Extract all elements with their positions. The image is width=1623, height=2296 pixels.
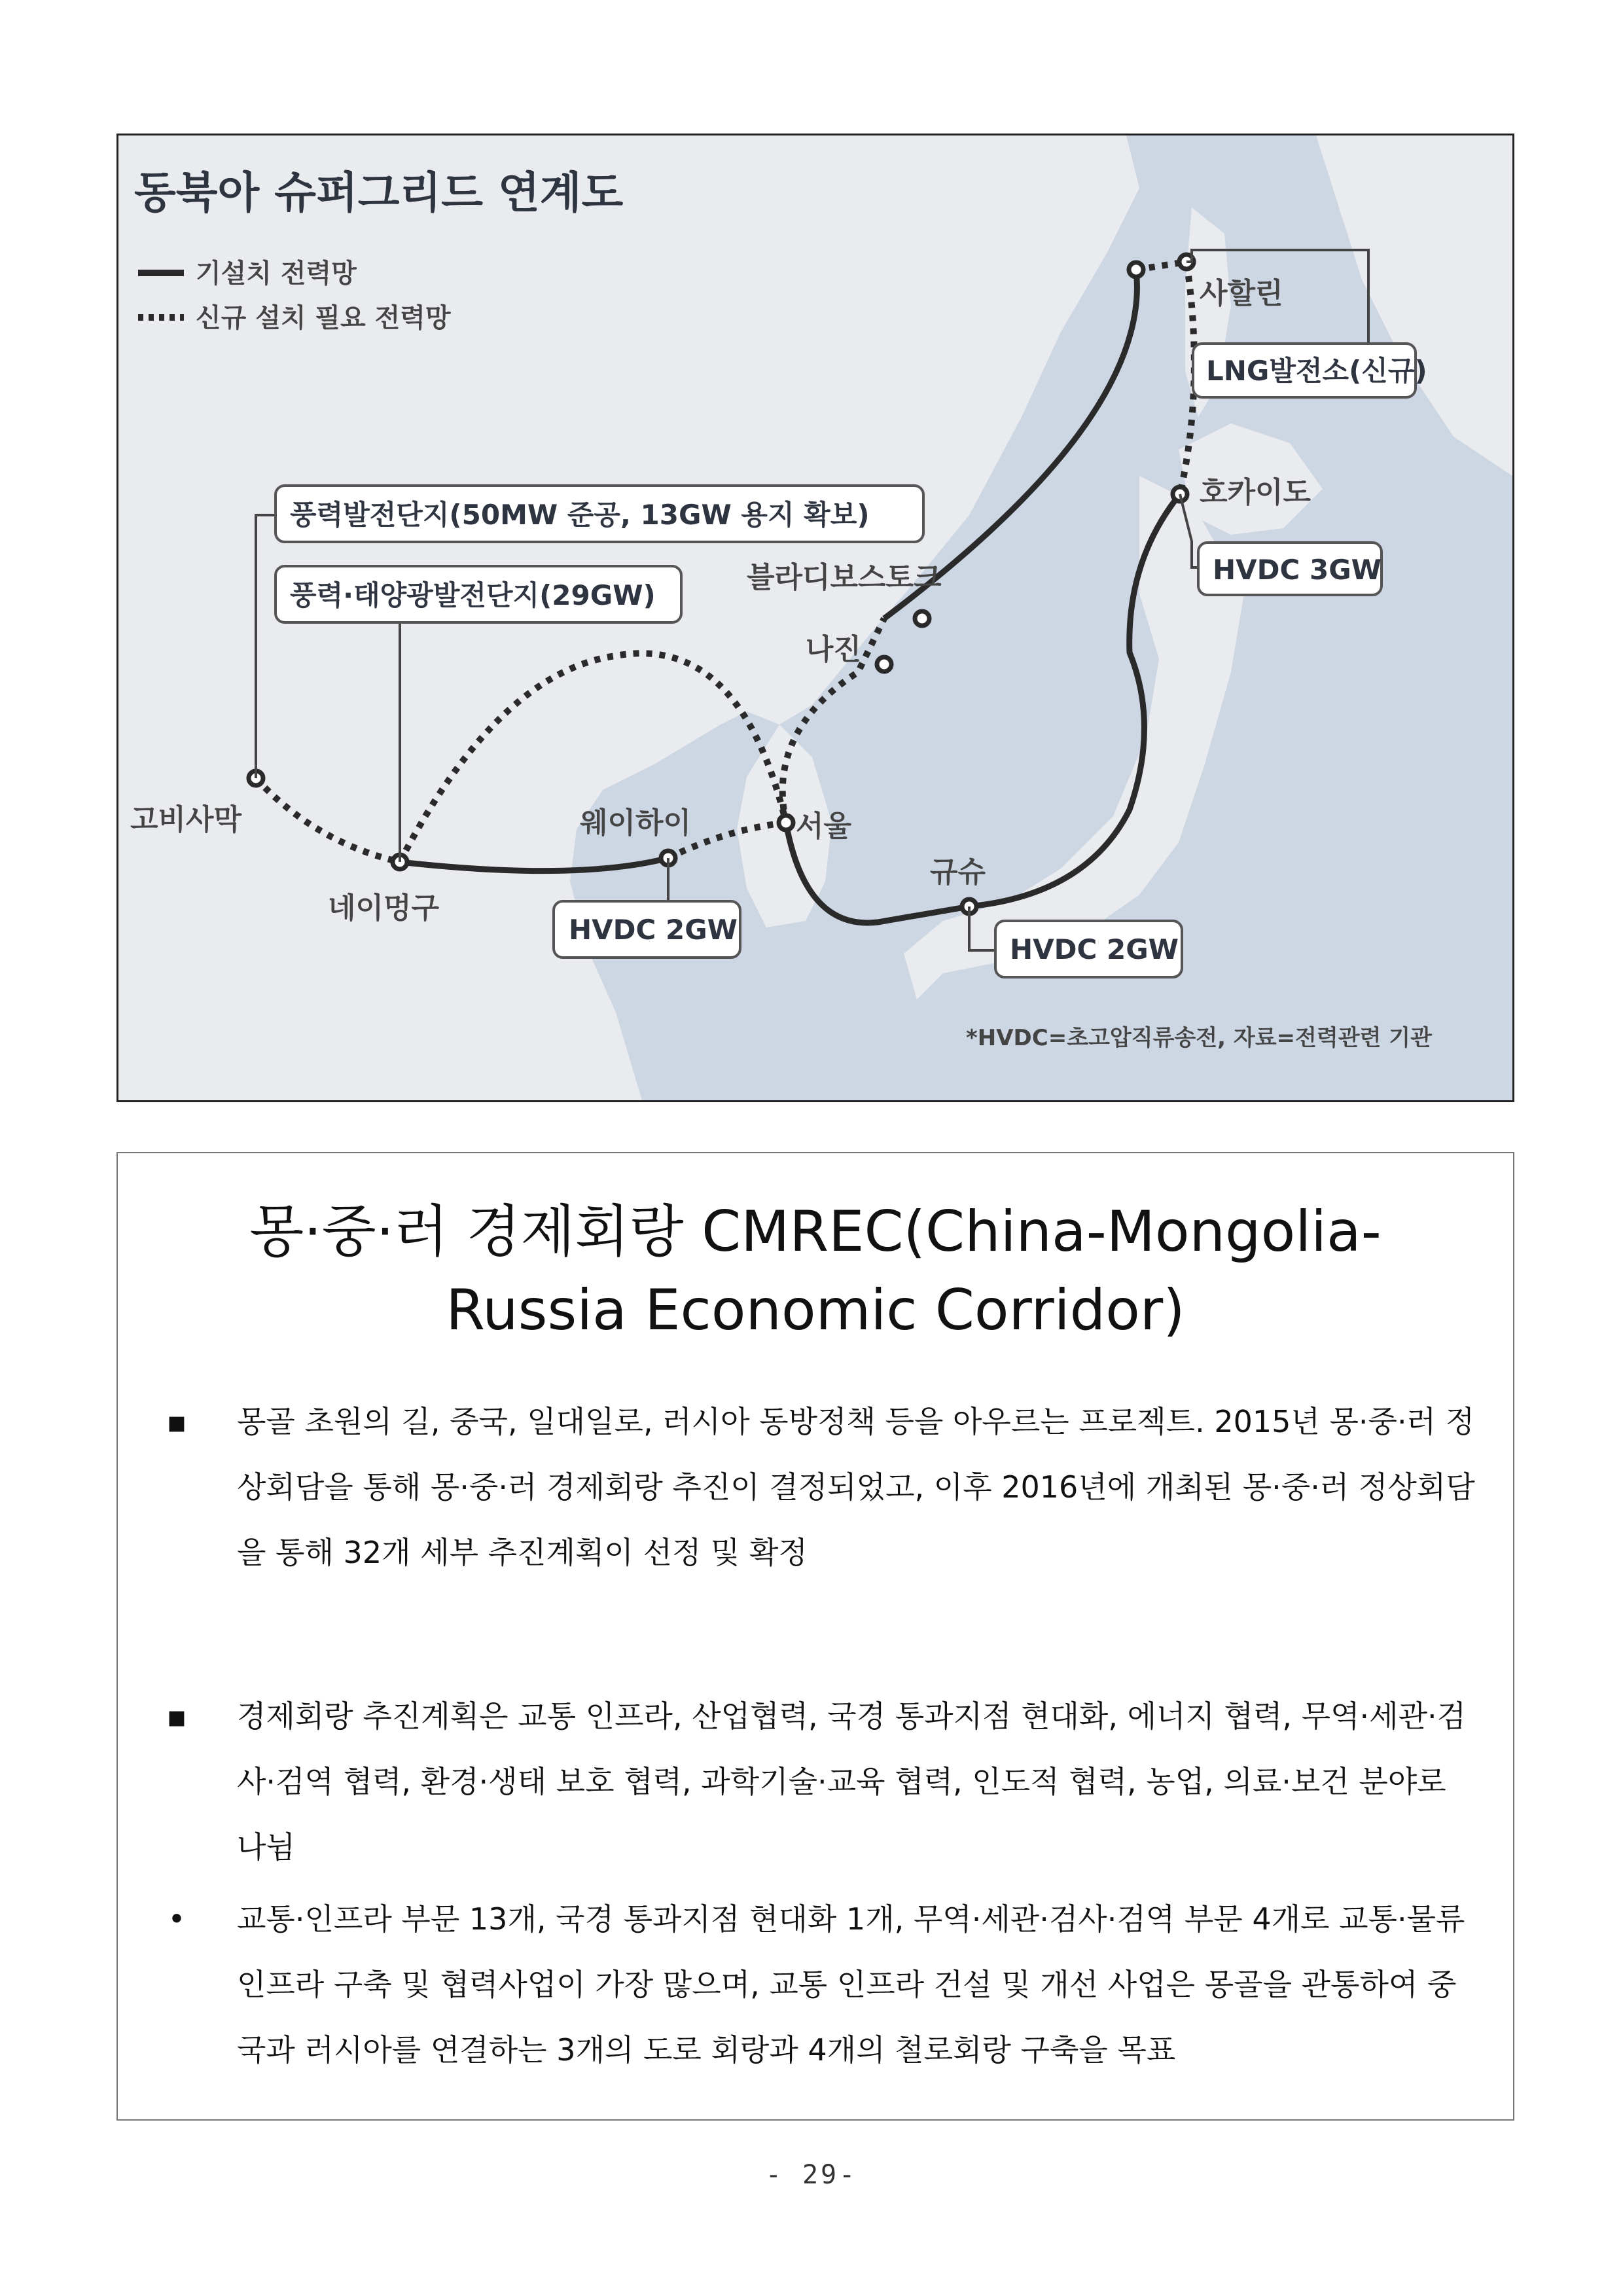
document-title-line2: Russia Economic Corridor): [446, 1278, 1185, 1343]
bullet-line: 국과 러시아를 연결하는 3개의 도로 회랑과 4개의 철로회랑 구축을 목표: [237, 2032, 1176, 2068]
bullet-text: [237, 1683, 1479, 1880]
najin-label: 나진: [806, 633, 862, 666]
bullet-mark: ▪: [166, 1404, 187, 1439]
bullet-line: 사·검역 협력, 환경·생태 보호 협력, 과학기술·교육 협력, 인도적 협력, 농업, 의료·보건 분야로: [237, 1764, 1446, 1799]
bullet-line: 몽골 초원의 길, 중국, 일대일로, 러시아 동방정책 등을 아우르는 프로젝트. 2015년 몽·중·러 정: [237, 1404, 1475, 1439]
bullet-text: [237, 1886, 1479, 2083]
legend-existing: 기설치 전력망: [196, 259, 357, 289]
bullet-line: 나뉨: [237, 1829, 295, 1865]
document-title-line1: 몽·중·러 경제회랑 CMREC(China-Mongolia-: [249, 1199, 1382, 1265]
node-sakhalin-west: [1129, 262, 1143, 277]
bullet-line: 인프라 구축 및 협력사업이 가장 많으며, 교통 인프라 건설 및 개선 사업은 몽골을 관통하여 중: [237, 1967, 1457, 2002]
bullet-item: [157, 1683, 1479, 1880]
bullet-item: [157, 1389, 1479, 1585]
wind-solar-label: 풍력·태양광발전단지(29GW): [290, 579, 656, 611]
hvdc-3gw-label: HVDC 3GW: [1213, 554, 1382, 586]
hvdc-2gw-china-label: HVDC 2GW: [569, 914, 738, 946]
map-title: 동북아 슈퍼그리드 연계도: [134, 168, 624, 218]
map-canvas: [118, 135, 1512, 1100]
bullet-line: 상회담을 통해 몽·중·러 경제회랑 추진이 결정되었고, 이후 2016년에 개최된 몽·중·러 정상회담: [237, 1469, 1475, 1505]
bullet-mark: ▪: [166, 1698, 187, 1734]
legend-planned: 신규 설치 필요 전력망: [196, 303, 451, 333]
node-najin: [877, 657, 891, 672]
bullet-item: [157, 1886, 1479, 2083]
bullet-line: 경제회랑 추진계획은 교통 인프라, 산업협력, 국경 통과지점 현대화, 에너지 협력, 무역·세관·검: [237, 1698, 1467, 1734]
inner-mongolia-label: 네이멍구: [328, 891, 440, 925]
gobi-label: 고비사막: [130, 803, 242, 836]
document-title: [118, 1193, 1513, 1350]
page-number: - 29-: [765, 2160, 858, 2190]
node-seoul: [779, 816, 793, 830]
node-vladivostok: [915, 611, 929, 626]
weihai-label: 웨이하이: [580, 806, 692, 840]
hokkaido-label: 호카이도: [1200, 476, 1311, 509]
bullet-line: 을 통해 32개 세부 추진계획이 선정 및 확정: [237, 1535, 808, 1570]
map-footnote: *HVDC=초고압직류송전, 자료=전력관련 기관: [966, 1025, 1432, 1051]
bullet-text: [237, 1389, 1479, 1585]
hvdc-2gw-japan-label: HVDC 2GW: [1010, 933, 1179, 965]
kamchatka-land: [1316, 135, 1512, 476]
vladivostok-label: 블라디보스토크: [747, 561, 942, 594]
seoul-label: 서울: [796, 810, 852, 843]
document-text-box: [116, 1152, 1514, 2121]
wind-farm-label: 풍력발전단지(50MW 준공, 13GW 용지 확보): [290, 499, 870, 531]
bullet-mark: •: [168, 1901, 186, 1937]
supergrid-map: [116, 134, 1514, 1102]
lng-label: LNG발전소(신규): [1206, 355, 1427, 387]
sakhalin-label: 사할린: [1200, 277, 1283, 310]
kyushu-label: 규슈: [930, 855, 986, 889]
bullet-line: 교통·인프라 부문 13개, 국경 통과지점 현대화 1개, 무역·세관·검사·검역 부문 4개로 교통·물류: [237, 1901, 1465, 1937]
